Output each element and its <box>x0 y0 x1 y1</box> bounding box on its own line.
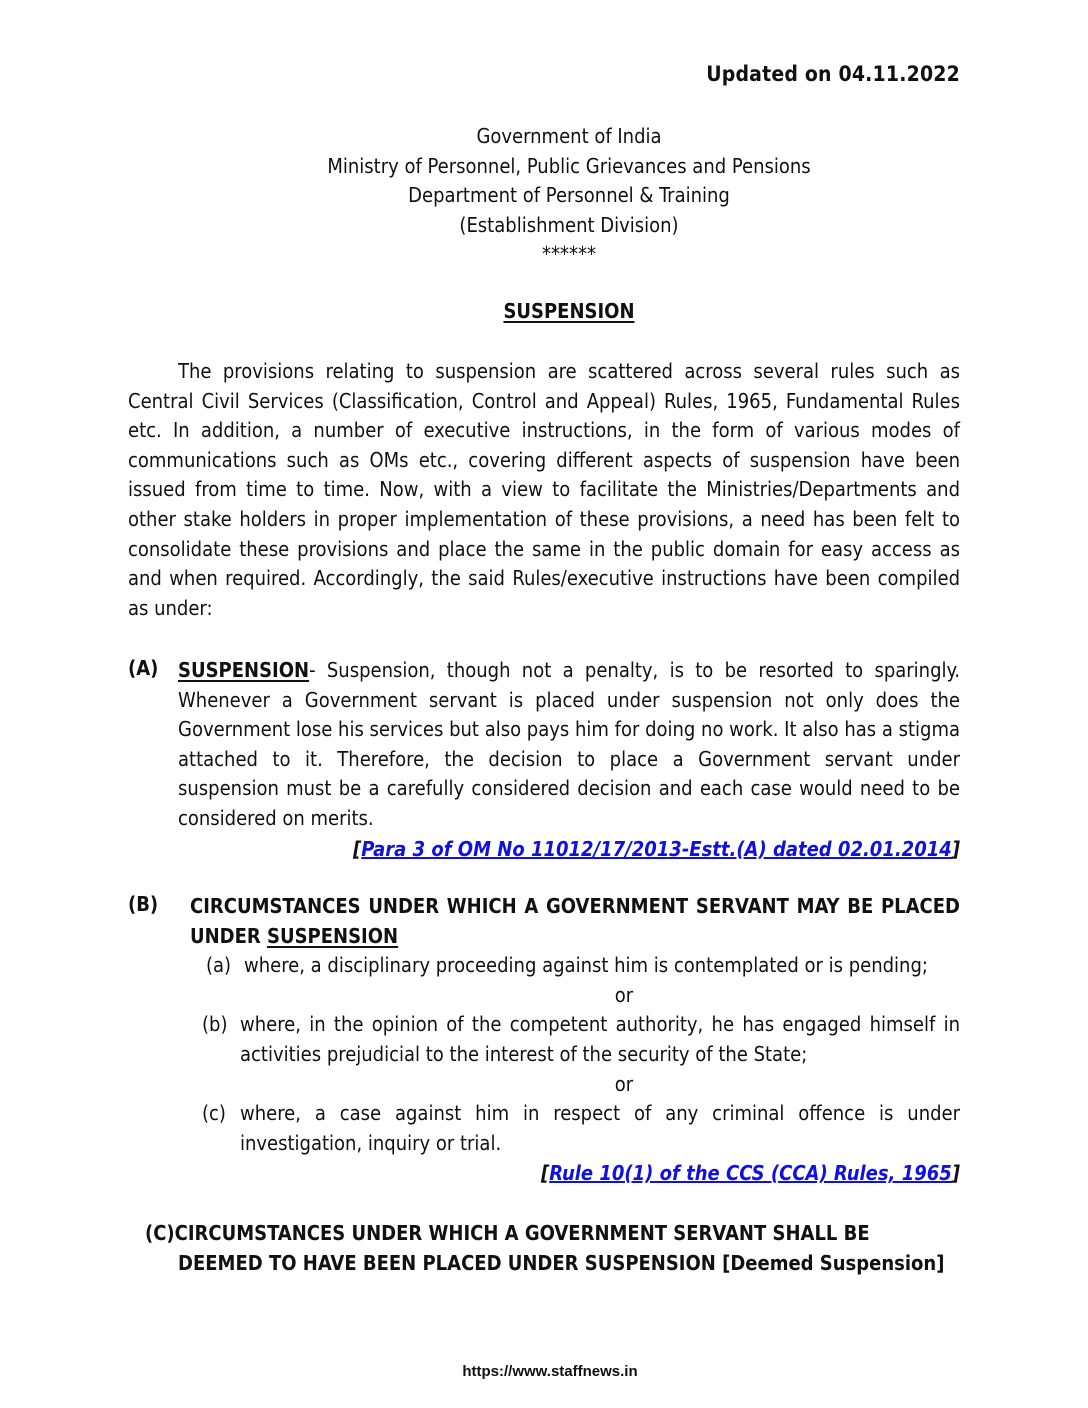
section-b-label: (B) <box>128 892 159 916</box>
list-item-label: (b) <box>202 1012 228 1037</box>
list-item-text: where, in the opinion of the competent authority, he has engaged himself in activities prejudicial to the interest of the security of the State; <box>240 1012 960 1066</box>
document-title <box>0 299 1088 323</box>
section-c-label: (C) <box>145 1221 175 1245</box>
section-c <box>145 1218 960 1278</box>
header-department: Department of Personnel & Training <box>408 183 730 207</box>
section-b <box>128 892 960 1188</box>
section-a-heading: SUSPENSION <box>178 658 310 682</box>
issuing-authority-header <box>0 122 1088 270</box>
footer-url: https://www.staffnews.in <box>462 1363 638 1380</box>
list-item <box>202 1010 960 1069</box>
section-c-heading-line1 <box>145 1218 960 1248</box>
section-b-heading-text: CIRCUMSTANCES UNDER WHICH A GOVERNMENT SERVANT MAY BE PLACED UNDER <box>190 894 960 948</box>
section-c-heading-rest: DEEMED TO HAVE BEEN PLACED UNDER SUSPENSION [Deemed Suspension] <box>178 1251 945 1275</box>
header-division: (Establishment Division) <box>459 212 679 237</box>
bracket-close: ] <box>951 836 960 861</box>
header-separator: ****** <box>542 242 596 266</box>
updated-date: Updated on 04.11.2022 <box>706 62 960 86</box>
section-c-heading-text: CIRCUMSTANCES UNDER WHICH A GOVERNMENT SERVANT SHALL BE <box>174 1221 870 1245</box>
list-item-text: where, a disciplinary proceeding against him is contemplated or is pending; <box>244 953 928 978</box>
bracket-open: [ <box>540 1161 550 1186</box>
list-item-label: (a) <box>206 953 232 978</box>
bracket-open: [ <box>353 836 362 861</box>
section-b-heading <box>190 892 960 951</box>
section-b-citation <box>128 1158 960 1188</box>
intro-paragraph <box>128 357 960 623</box>
section-a-label: (A) <box>128 656 159 680</box>
citation-link-rule-10[interactable]: Rule 10(1) of the CCS (CCA) Rules, 1965 <box>549 1161 952 1186</box>
section-a-body <box>178 656 960 834</box>
or-separator: or <box>614 982 634 1007</box>
or-separator: or <box>614 1071 634 1096</box>
header-ministry: Ministry of Personnel, Public Grievances and Pensions <box>327 153 811 178</box>
list-item <box>202 1099 960 1158</box>
list-item-text: where, a case against him in respect of any criminal offence is under investigation, inquiry or trial. <box>240 1101 960 1155</box>
title-text: SUSPENSION <box>503 299 635 323</box>
bracket-close: ] <box>951 1161 960 1186</box>
section-a <box>128 656 960 864</box>
header-government: Government of India <box>476 124 662 148</box>
citation-link-om-2014[interactable]: Para 3 of OM No 11012/17/2013-Estt.(A) dated 02.01.2014 <box>361 836 952 861</box>
intro-text: The provisions relating to suspension are scattered across several rules such as Central Civil Services (Classification, Control and Appeal) Rules, 1965, Fundamental Rules etc. In addition, a number of executive instructions, in the form of various modes of communications such as OMs etc., covering different aspects of suspension have been issued from time to time. Now, with a view to facilitate the Ministries/Departments and other stake holders in proper implementation of these provisions, a need has been felt to consolidate these provisions and place the same in the public domain for easy access as and when required. Accordingly, the said Rules/executive instructions have been compiled as under: <box>128 359 960 620</box>
section-a-text: - Suspension, though not a penalty, is to be resorted to sparingly. Whenever a Government servant is placed under suspension not only does the Government lose his services but also pays him for doing no work. It also has a stigma attached to it. Therefore, the decision to place a Government servant under suspension must be a carefully considered decision and each case would need to be considered on merits. <box>178 658 960 830</box>
list-item <box>206 951 960 981</box>
list-item-label: (c) <box>202 1101 226 1126</box>
section-b-heading-underlined: SUSPENSION <box>267 923 399 948</box>
section-a-citation <box>178 834 960 864</box>
